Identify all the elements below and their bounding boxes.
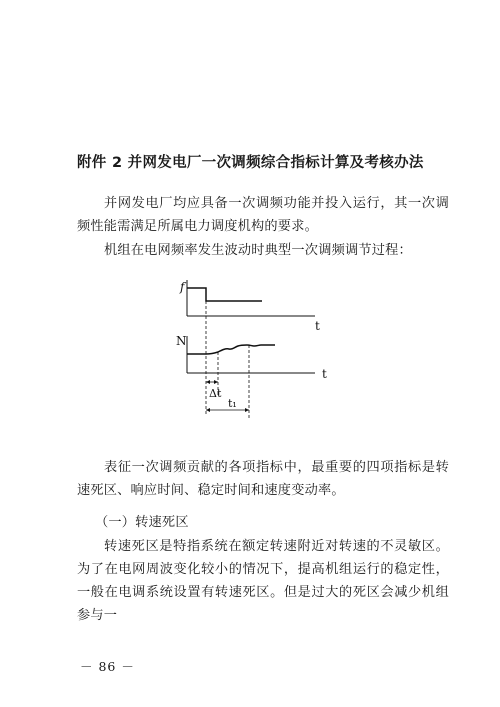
speed-response-curve: [187, 345, 275, 354]
paragraph-requirement: 并网发电厂均应具备一次调频功能并投入运行，其一次调频性能需满足所属电力调度机构的要求。: [77, 196, 449, 234]
page-number: － 86 －: [80, 659, 135, 674]
t1-label: t₁: [228, 397, 237, 410]
paragraph-process-intro: 机组在电网频率发生波动时典型一次调频调节过程：: [104, 243, 412, 258]
n-axis-label: N: [176, 334, 187, 348]
f-axis-label: f: [180, 280, 185, 294]
t-axis-label-top: t: [315, 319, 320, 333]
paragraph-indicators: 表征一次调频贡献的各项指标中，最重要的四项指标是转速死区、响应时间、稳定时间和速度变动率。: [77, 460, 449, 498]
frequency-regulation-diagram: [165, 270, 355, 430]
frequency-step-curve: [187, 288, 262, 301]
t-axis-label-bottom: t: [322, 367, 327, 381]
paragraph-deadband-definition: 转速死区是特指系统在额定转速附近对转速的不灵敏区。为了在电网周波变化较小的情况下，提高机组运行的稳定性，一般在电调系统设置有转速死区。但是过大的死区会减少机组参与一: [77, 539, 449, 623]
section-heading-speed-deadband: （一）转速死区: [95, 515, 189, 530]
delta-t-label: Δt: [209, 387, 222, 400]
document-title: 附件 2 并网发电厂一次调频综合指标计算及考核办法: [77, 155, 424, 171]
